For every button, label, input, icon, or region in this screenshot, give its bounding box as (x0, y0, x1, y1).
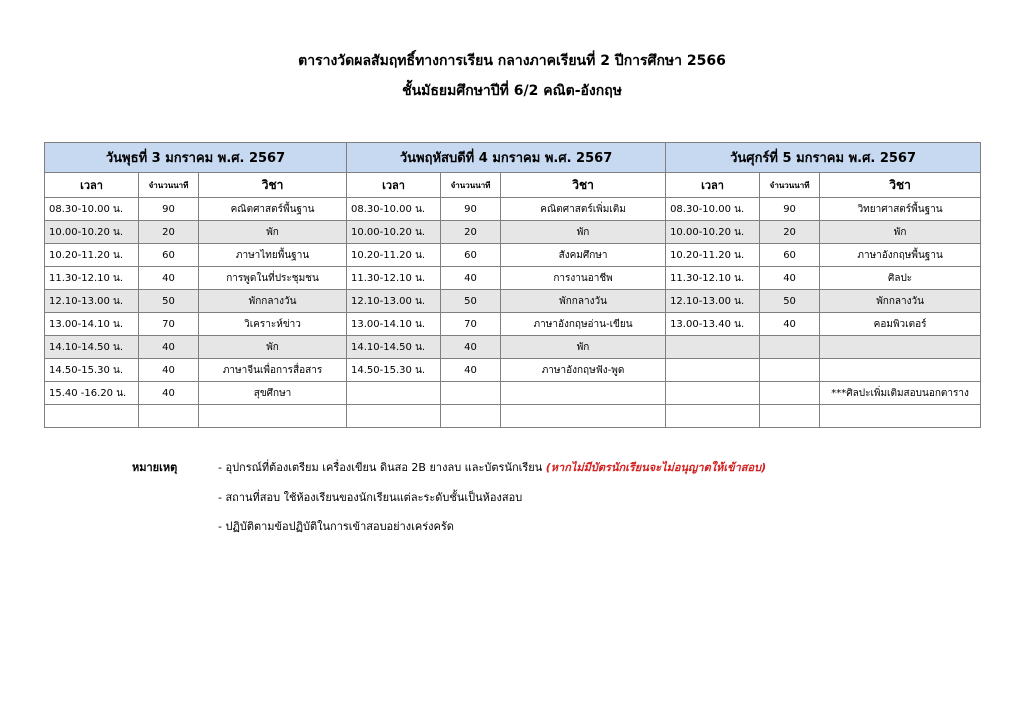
time-cell: 10.00-10.20 น. (45, 221, 139, 244)
day-header-thursday: วันพฤหัสบดีที่ 4 มกราคม พ.ศ. 2567 (347, 143, 666, 173)
minutes-cell: 60 (441, 244, 501, 267)
table-row (45, 244, 981, 267)
time-cell: 11.30-12.10 น. (666, 267, 760, 290)
table-row (45, 336, 981, 359)
minutes-cell (441, 405, 501, 428)
col-header-minutes: จำนวนนาที (760, 173, 820, 198)
subject-cell: พัก (501, 336, 666, 359)
time-cell: 10.20-11.20 น. (347, 244, 441, 267)
subject-cell: พัก (501, 221, 666, 244)
subject-cell: คณิตศาสตร์เพิ่มเติม (501, 198, 666, 221)
minutes-cell (760, 336, 820, 359)
subject-cell: คอมพิวเตอร์ (820, 313, 981, 336)
subject-cell: ภาษาจีนเพื่อการสื่อสาร (199, 359, 347, 382)
minutes-cell: 70 (139, 313, 199, 336)
time-cell: 12.10-13.00 น. (666, 290, 760, 313)
minutes-cell (139, 405, 199, 428)
time-cell: 10.20-11.20 น. (45, 244, 139, 267)
time-cell (45, 405, 139, 428)
time-cell: 14.50-15.30 น. (347, 359, 441, 382)
time-cell (347, 382, 441, 405)
column-header-row (45, 173, 981, 198)
table-row (45, 221, 981, 244)
note-line-equipment (218, 458, 766, 476)
subject-cell: ศิลปะ (820, 267, 981, 290)
subject-cell (199, 405, 347, 428)
col-header-subject: วิชา (199, 173, 347, 198)
col-header-subject: วิชา (820, 173, 981, 198)
subject-cell: ภาษาอังกฤษอ่าน-เขียน (501, 313, 666, 336)
col-header-time: เวลา (347, 173, 441, 198)
minutes-cell: 40 (760, 267, 820, 290)
table-row (45, 382, 981, 405)
minutes-cell: 60 (760, 244, 820, 267)
minutes-cell: 40 (139, 336, 199, 359)
page-subtitle: ชั้นมัธยมศึกษาปีที่ 6/2 คณิต-อังกฤษ (402, 83, 622, 99)
minutes-cell: 90 (760, 198, 820, 221)
col-header-minutes: จำนวนนาที (441, 173, 501, 198)
minutes-cell: 50 (760, 290, 820, 313)
time-cell (347, 405, 441, 428)
time-cell: 11.30-12.10 น. (45, 267, 139, 290)
time-cell: 12.10-13.00 น. (347, 290, 441, 313)
day-header-row (45, 143, 981, 173)
notes-label: หมายเหตุ (132, 461, 178, 474)
minutes-cell (760, 405, 820, 428)
table-row (45, 290, 981, 313)
time-cell: 08.30-10.00 น. (666, 198, 760, 221)
time-cell: 12.10-13.00 น. (45, 290, 139, 313)
time-cell: 10.00-10.20 น. (347, 221, 441, 244)
subject-cell: คณิตศาสตร์พื้นฐาน (199, 198, 347, 221)
day-header-wednesday: วันพุธที่ 3 มกราคม พ.ศ. 2567 (45, 143, 347, 173)
time-cell (666, 359, 760, 382)
subject-cell: ***ศิลปะเพิ่มเติมสอบนอกตาราง (820, 382, 981, 405)
subject-cell: ภาษาไทยพื้นฐาน (199, 244, 347, 267)
subject-cell: ภาษาอังกฤษพื้นฐาน (820, 244, 981, 267)
minutes-cell: 40 (441, 359, 501, 382)
note-equipment-text: - อุปกรณ์ที่ต้องเตรียม เครื่องเขียน ดินสอ 2B ยางลบ และบัตรนักเรียน (218, 461, 546, 474)
time-cell: 14.50-15.30 น. (45, 359, 139, 382)
time-cell: 11.30-12.10 น. (347, 267, 441, 290)
subject-cell: พัก (199, 336, 347, 359)
col-header-subject: วิชา (501, 173, 666, 198)
subject-cell: พักกลางวัน (501, 290, 666, 313)
time-cell: 08.30-10.00 น. (45, 198, 139, 221)
time-cell: 13.00-14.10 น. (347, 313, 441, 336)
day-header-friday: วันศุกร์ที่ 5 มกราคม พ.ศ. 2567 (666, 143, 981, 173)
subject-cell (501, 382, 666, 405)
table-row (45, 267, 981, 290)
subject-cell (820, 359, 981, 382)
minutes-cell: 90 (441, 198, 501, 221)
time-cell: 13.00-13.40 น. (666, 313, 760, 336)
minutes-cell: 40 (139, 382, 199, 405)
minutes-cell: 20 (441, 221, 501, 244)
time-cell: 10.20-11.20 น. (666, 244, 760, 267)
subject-cell: วิทยาศาสตร์พื้นฐาน (820, 198, 981, 221)
subject-cell: สังคมศึกษา (501, 244, 666, 267)
subject-cell: การพูดในที่ประชุมชน (199, 267, 347, 290)
minutes-cell: 40 (441, 267, 501, 290)
subject-cell (820, 336, 981, 359)
time-cell: 08.30-10.00 น. (347, 198, 441, 221)
minutes-cell (760, 382, 820, 405)
minutes-cell (760, 359, 820, 382)
minutes-cell: 70 (441, 313, 501, 336)
time-cell: 10.00-10.20 น. (666, 221, 760, 244)
minutes-cell: 60 (139, 244, 199, 267)
time-cell (666, 382, 760, 405)
subject-cell: พักกลางวัน (199, 290, 347, 313)
minutes-cell: 40 (139, 359, 199, 382)
minutes-cell (441, 382, 501, 405)
subject-cell (820, 405, 981, 428)
subject-cell: ภาษาอังกฤษฟัง-พูด (501, 359, 666, 382)
subject-cell (501, 405, 666, 428)
subject-cell: พัก (820, 221, 981, 244)
minutes-cell: 20 (760, 221, 820, 244)
col-header-time: เวลา (45, 173, 139, 198)
minutes-cell: 40 (441, 336, 501, 359)
time-cell (666, 405, 760, 428)
page-title: ตารางวัดผลสัมฤทธิ์ทางการเรียน กลางภาคเรียนที่ 2 ปีการศึกษา 2566 (298, 53, 726, 69)
subject-cell: พักกลางวัน (820, 290, 981, 313)
col-header-time: เวลา (666, 173, 760, 198)
table-row (45, 198, 981, 221)
table-row (45, 359, 981, 382)
minutes-cell: 20 (139, 221, 199, 244)
table-row (45, 313, 981, 336)
time-cell: 13.00-14.10 น. (45, 313, 139, 336)
note-warning-text: (หากไม่มีบัตรนักเรียนจะไม่อนุญาตให้เข้าสอบ) (545, 461, 767, 474)
note-line-location: - สถานที่สอบ ใช้ห้องเรียนของนักเรียนแต่ละระดับชั้นเป็นห้องสอบ (218, 491, 523, 504)
subject-cell: พัก (199, 221, 347, 244)
time-cell: 14.10-14.50 น. (347, 336, 441, 359)
minutes-cell: 90 (139, 198, 199, 221)
time-cell: 14.10-14.50 น. (45, 336, 139, 359)
minutes-cell: 50 (441, 290, 501, 313)
col-header-minutes: จำนวนนาที (139, 173, 199, 198)
note-line-rules: - ปฏิบัติตามข้อปฏิบัติในการเข้าสอบอย่างเคร่งครัด (218, 520, 454, 533)
minutes-cell: 40 (139, 267, 199, 290)
minutes-cell: 50 (139, 290, 199, 313)
time-cell (666, 336, 760, 359)
minutes-cell: 40 (760, 313, 820, 336)
subject-cell: วิเคราะห์ข่าว (199, 313, 347, 336)
exam-schedule-table (44, 142, 981, 428)
subject-cell: การงานอาชีพ (501, 267, 666, 290)
table-row (45, 405, 981, 428)
subject-cell: สุขศึกษา (199, 382, 347, 405)
time-cell: 15.40 -16.20 น. (45, 382, 139, 405)
